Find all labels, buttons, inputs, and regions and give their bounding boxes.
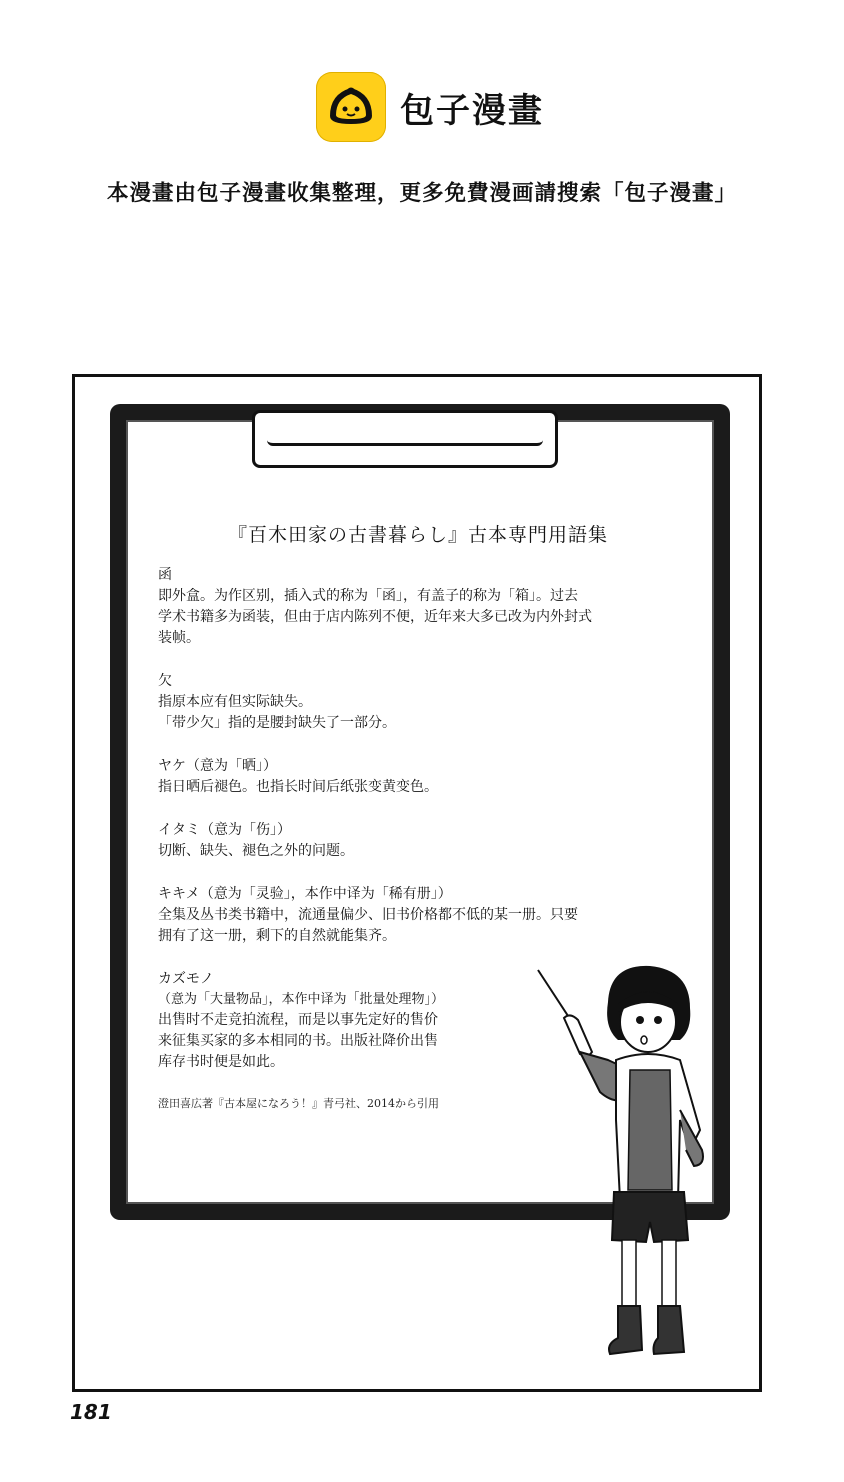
term-entry [158, 565, 698, 649]
term-heading: カズモノ [158, 971, 214, 987]
term-body-line: 即外盒。为作区别，插入式的称为「函」，有盖子的称为「箱」。过去 [158, 588, 578, 604]
term-body-line: 拥有了这一册，剩下的自然就能集齐。 [158, 928, 396, 944]
term-body-line: 切断、缺失、褪色之外的问题。 [158, 843, 354, 859]
citation: 澄田喜広著『古本屋になろう！』青弓社、2014から引用 [158, 1097, 439, 1110]
term-body-line: 指原本应有但实际缺失。 [158, 694, 312, 710]
page-number: 181 [70, 1400, 112, 1424]
term-entry [158, 884, 698, 947]
term-heading: 函 [158, 567, 172, 583]
term-heading: 欠 [158, 673, 172, 689]
clipboard-clip [252, 410, 558, 468]
girl-pointing-illustration [530, 960, 760, 1380]
term-heading: キキメ（意为「灵验」，本作中译为「稀有册」） [158, 886, 452, 902]
term-heading: イタミ（意为「伤」） [158, 822, 291, 838]
term-subheading: （意为「大量物品」，本作中译为「批量处理物」） [158, 992, 445, 1007]
term-entry [158, 671, 698, 734]
term-entry [158, 820, 698, 862]
term-body-line: 指日晒后褪色。也指长时间后纸张变黄变色。 [158, 779, 438, 795]
term-body-line: 库存书时便是如此。 [158, 1054, 284, 1070]
term-body-line: 出售时不走竞拍流程，而是以事先定好的售价 [158, 1012, 438, 1028]
term-body-line: 来征集买家的多本相同的书。出版社降价出售 [158, 1033, 438, 1049]
site-logo [316, 72, 544, 142]
source-notice: 本漫畫由包子漫畫收集整理，更多免費漫画請搜索「包子漫畫」 [106, 181, 737, 206]
bun-icon [316, 72, 386, 142]
glossary-title: 『百木田家の古書暮らし』古本専門用語集 [227, 524, 608, 546]
term-body-line: 「带少欠」指的是腰封缺失了一部分。 [158, 715, 396, 731]
term-body-line: 装帧。 [158, 630, 200, 646]
term-entry [158, 756, 698, 798]
term-body-line: 全集及丛书类书籍中，流通量偏少、旧书价格都不低的某一册。只要 [158, 907, 578, 923]
logo-text: 包子漫畫 [400, 90, 544, 131]
term-heading: ヤケ（意为「晒」） [158, 758, 277, 774]
term-body-line: 学术书籍多为函装，但由于店内陈列不便，近年来大多已改为内外封式 [158, 609, 592, 625]
